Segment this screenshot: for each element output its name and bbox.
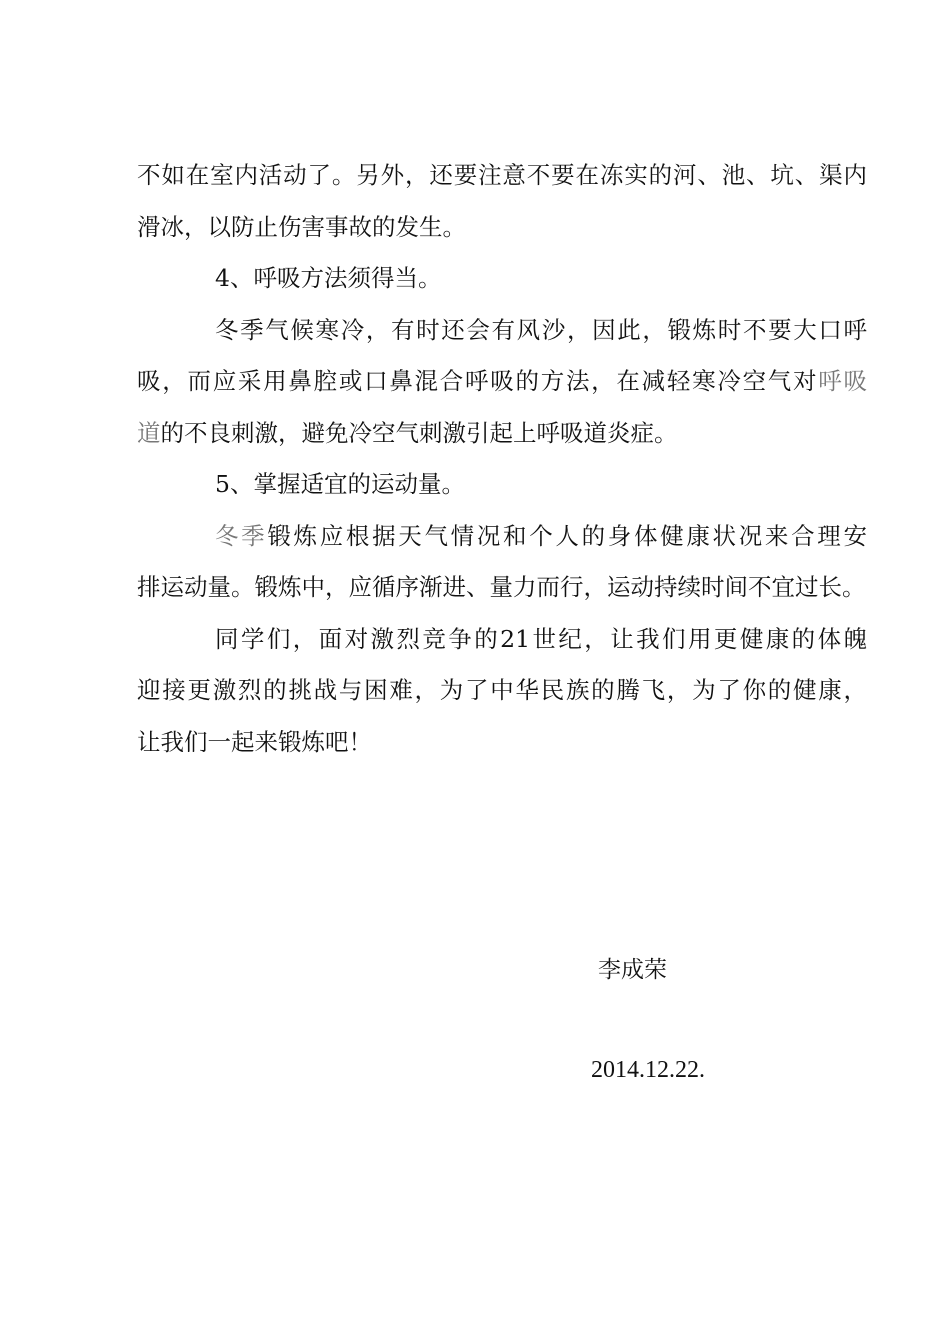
author-signature: 李成荣 xyxy=(598,957,667,983)
text-line: 冬季气候寒冷，有时还会有风沙，因此，锻炼时不要大口呼 xyxy=(215,315,867,344)
text-line xyxy=(137,408,867,460)
text-line xyxy=(137,511,867,563)
text-line: 不如在室内活动了。另外，还要注意不要在冻实的河、池、坑、渠内 xyxy=(137,161,867,189)
hyperlink[interactable]: 呼吸 xyxy=(818,367,867,395)
text-span: 的不良刺激，避免冷空气刺激引起上呼吸道炎症。 xyxy=(160,418,678,447)
section-heading: 5、掌握适宜的运动量。 xyxy=(215,470,465,498)
text-line: 滑冰，以防止伤害事故的发生。 xyxy=(137,212,466,241)
text-line xyxy=(137,356,867,408)
text-line: 同学们，面对激烈竞争的21世纪，让我们用更健康的体魄 xyxy=(215,624,867,653)
hyperlink[interactable]: 冬季 xyxy=(215,521,268,550)
section-heading: 4、呼吸方法须得当。 xyxy=(215,264,442,292)
text-line: 让我们一起来锻炼吧！ xyxy=(137,727,372,756)
document-date: 2014.12.22. xyxy=(591,1057,705,1083)
text-line: 迎接更激烈的挑战与困难，为了中华民族的腾飞，为了你的健康， xyxy=(137,676,867,704)
text-line: 排运动量。锻炼中，应循序渐进、量力而行，运动持续时间不宜过长。 xyxy=(137,573,866,601)
document-body xyxy=(137,150,867,768)
text-span: 吸，而应采用鼻腔或口鼻混合呼吸的方法，在减轻寒冷空气对 xyxy=(137,367,819,395)
text-span: 锻炼应根据天气情况和个人的身体健康状况来合理安 xyxy=(267,521,867,550)
hyperlink[interactable]: 道 xyxy=(137,418,161,447)
